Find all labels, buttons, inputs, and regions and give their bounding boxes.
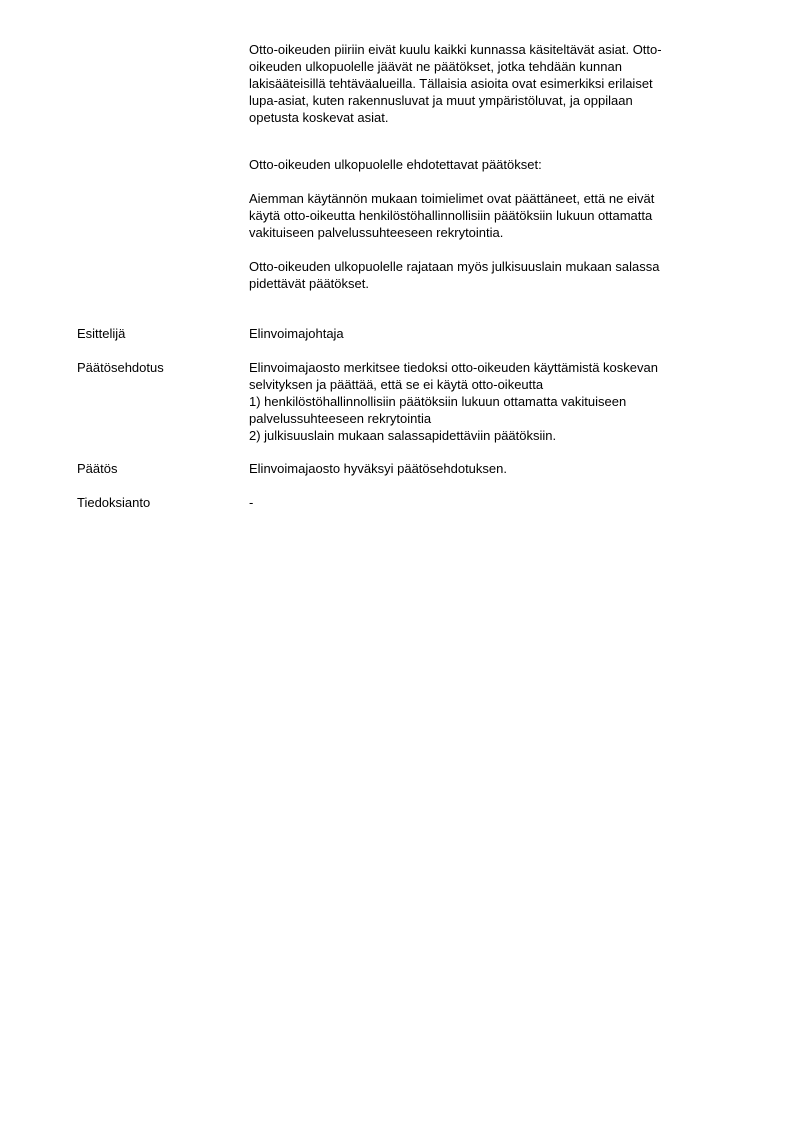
- paatosehdotus-label: Päätösehdotus: [77, 360, 164, 375]
- intro-p3-line: pidettävät päätökset.: [249, 276, 369, 291]
- paatos-value: Elinvoimajaosto hyväksyi päätösehdotuksen.: [249, 461, 507, 476]
- intro-p2-line: vakituiseen palvelussuhteeseen rekrytointia.: [249, 225, 504, 240]
- paatosehdotus-line: Elinvoimajaosto merkitsee tiedoksi otto-oikeuden käyttämistä koskevan: [249, 360, 658, 375]
- intro-paragraph-2: [249, 190, 721, 241]
- intro-paragraph-1: [249, 41, 721, 126]
- intro-p1-line: oikeuden ulkopuolelle jäävät ne päätökset, jotka tehdään kunnan: [249, 59, 622, 74]
- paatosehdotus-line: 1) henkilöstöhallinnollisiin päätöksiin lukuun ottamatta vakituiseen: [249, 394, 627, 409]
- paatosehdotus-line: 2) julkisuuslain mukaan salassapidettäviin päätöksiin.: [249, 428, 557, 443]
- paatosehdotus-line: selvityksen ja päättää, että se ei käytä otto-oikeutta: [249, 377, 544, 392]
- paatos-label: Päätös: [77, 461, 118, 476]
- intro-p1-line: opetusta koskevat asiat.: [249, 110, 389, 125]
- intro-p2-line: käytä otto-oikeutta henkilöstöhallinnollisiin päätöksiin lukuun ottamatta: [249, 208, 653, 223]
- paatosehdotus-value: [249, 359, 721, 444]
- intro-p1-line: lakisääteisillä tehtäväalueilla. Tällaisia asioita ovat esimerkiksi erilaiset: [249, 76, 653, 91]
- intro-paragraph-3: [249, 258, 721, 292]
- intro-p2-line: Aiemman käytännön mukaan toimielimet ovat päättäneet, että ne eivät: [249, 191, 655, 206]
- tiedoksianto-value: -: [249, 495, 254, 510]
- intro-p1-line: lupa-asiat, kuten rakennusluvat ja muut ympäristöluvat, ja oppilaan: [249, 93, 633, 108]
- esittelija-value: Elinvoimajohtaja: [249, 326, 344, 341]
- esittelija-label: Esittelijä: [77, 326, 126, 341]
- intro-p3-line: Otto-oikeuden ulkopuolelle rajataan myös julkisuuslain mukaan salassa: [249, 259, 660, 274]
- intro-p1-line: Otto-oikeuden piiriin eivät kuulu kaikki kunnassa käsiteltävät asiat. Otto-: [249, 42, 662, 57]
- tiedoksianto-label: Tiedoksianto: [77, 495, 151, 510]
- paatosehdotus-line: palvelussuhteeseen rekrytointia: [249, 411, 432, 426]
- section-heading-text: Otto-oikeuden ulkopuolelle ehdotettavat päätökset:: [249, 157, 542, 172]
- section-heading: [249, 156, 721, 173]
